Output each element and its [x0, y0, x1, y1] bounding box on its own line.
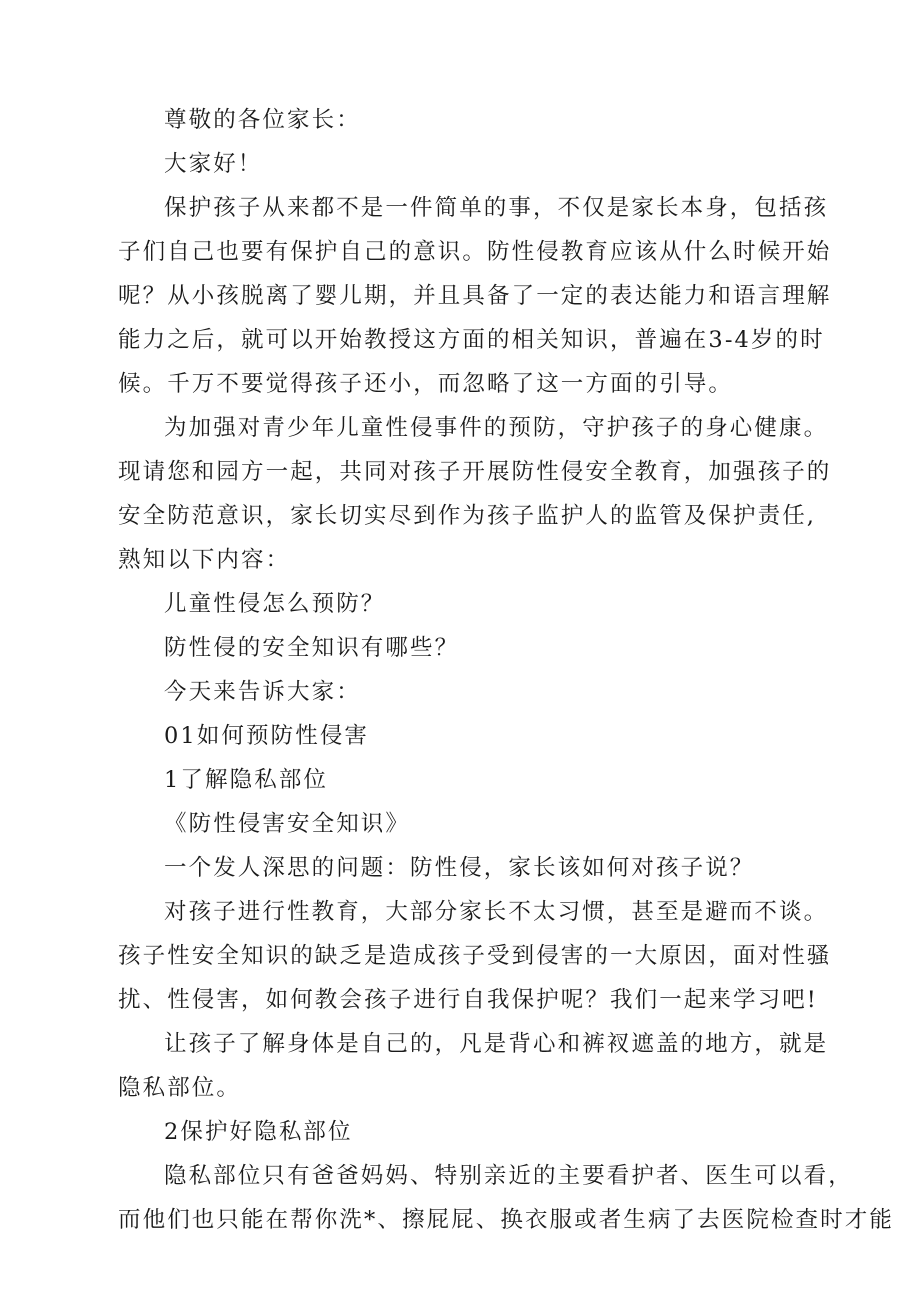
paragraph-5-line-1: 隐私部位只有爸爸妈妈、特别亲近的主要看护者、医生可以看，	[164, 1163, 853, 1189]
item-heading-1: 1了解隐私部位	[164, 767, 329, 793]
question-1: 儿童性侵怎么预防？	[164, 591, 386, 617]
salutation: 尊敬的各位家长：	[164, 107, 361, 133]
section-heading-1: 01如何预防性侵害	[164, 723, 370, 749]
document-body	[118, 98, 894, 1242]
paragraph-5-line-2: 而他们也只能在帮你洗*、擦屁屁、换衣服或者生病了去医院检查时才能	[118, 1207, 894, 1233]
paragraph-3: 对孩子进行性教育，大部分家长不太习惯，甚至是避而不谈。孩子性安全知识的缺乏是造成孩子受到侵害的一大原因，面对性骚扰、性侵害，如何教会孩子进行自我保护呢？我们一起来学习吧!	[118, 899, 832, 1013]
paragraph-1: 保护孩子从来都不是一件简单的事，不仅是家长本身，包括孩子们自己也要有保护自己的意识。防性侵教育应该从什么时候开始呢？从小孩脱离了婴儿期，并且具备了一定的表达能力和语言理解能力之后，就可以开始教授这方面的相关知识，普遍在3-4岁的时候。千万不要觉得孩子还小，而忽略了这一方面的引导。	[118, 195, 832, 397]
item-heading-2: 2保护好隐私部位	[164, 1119, 353, 1145]
paragraph-4: 让孩子了解身体是自己的，凡是背心和裤衩遮盖的地方，就是隐私部位。	[118, 1031, 829, 1101]
intro-line: 今天来告诉大家：	[164, 679, 361, 705]
question-line: 一个发人深思的问题：防性侵，家长该如何对孩子说？	[164, 855, 755, 881]
paragraph-2: 为加强对青少年儿童性侵事件的预防，守护孩子的身心健康。现请您和园方一起，共同对孩子开展防性侵安全教育，加强孩子的安全防范意识，家长切实尽到作为孩子监护人的监管及保护责任,熟知以下内容：	[118, 415, 832, 573]
question-2: 防性侵的安全知识有哪些？	[164, 635, 460, 661]
greeting: 大家好！	[164, 151, 263, 177]
book-title: 《防性侵害安全知识》	[164, 811, 411, 837]
